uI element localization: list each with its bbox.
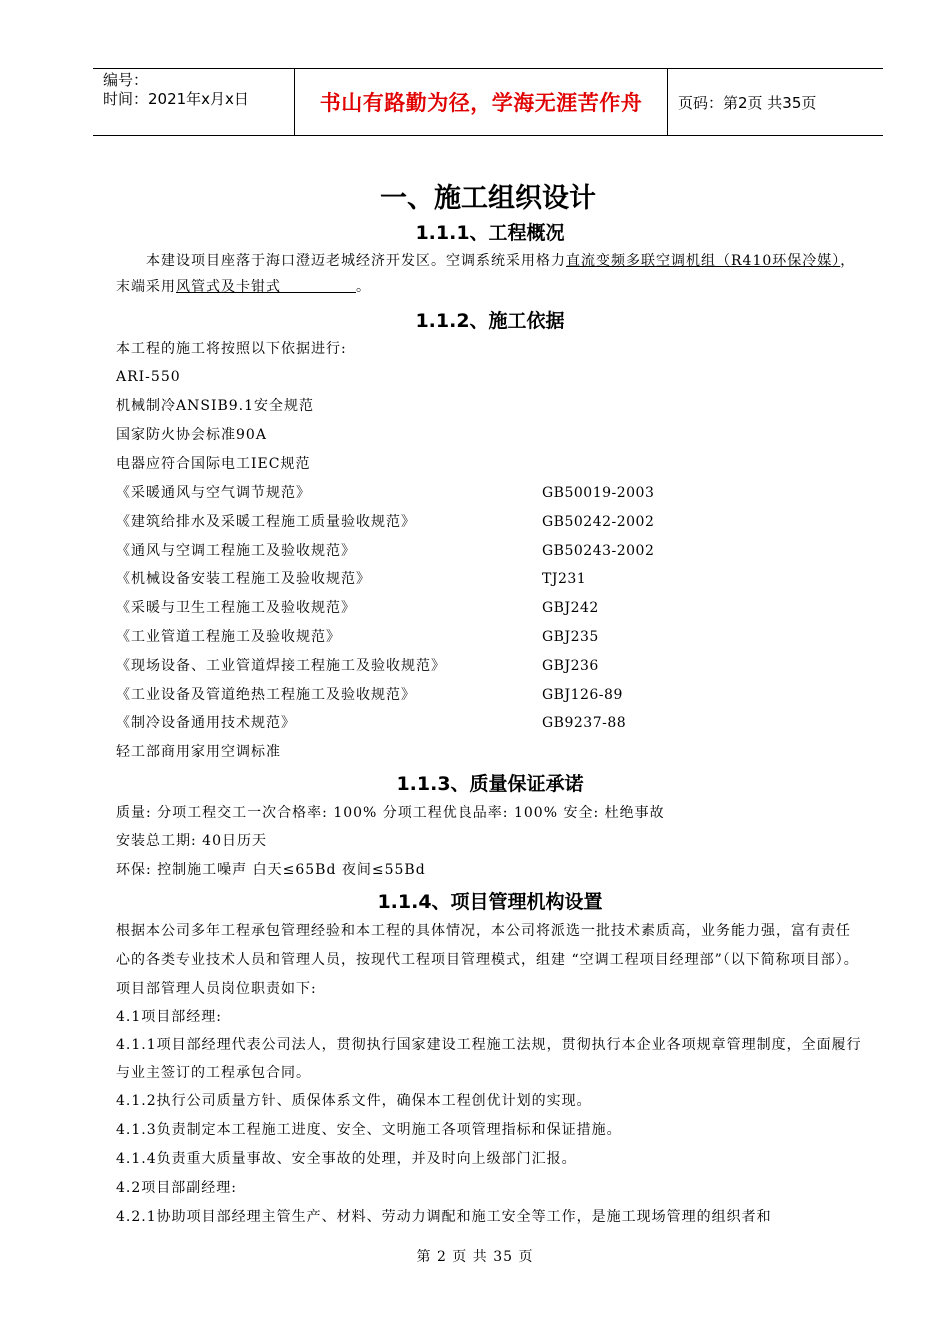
header-page-info: 页码：第2页 共35页	[678, 93, 817, 112]
overview-terminal-type: 风管式及卡钳式	[176, 279, 281, 295]
standard-row	[116, 623, 864, 652]
standard-code: TJ231	[542, 571, 587, 588]
basis-closing: 轻工部商用家用空调标准	[116, 744, 281, 761]
quality-line: 环保: 控制施工噪声 白天≤65Bd 夜间≤55Bd	[116, 862, 426, 879]
standard-name: 《采暖通风与空气调节规范》	[116, 485, 311, 501]
section-heading-basis: 1.1.2、施工依据	[415, 310, 565, 332]
management-item: 4.1.4负责重大质量事故、安全事故的处理，并及时向上级部门汇报。	[116, 1151, 577, 1168]
standard-row	[116, 565, 864, 594]
page-footer: 第 2 页 共 35 页	[416, 1249, 534, 1265]
standard-code: GB50019-2003	[542, 485, 655, 501]
management-item: 4.2项目部副经理:	[116, 1180, 237, 1197]
section-heading-quality: 1.1.3、质量保证承诺	[396, 773, 584, 796]
standard-name: 《通风与空调工程施工及验收规范》	[116, 542, 356, 559]
standard-code: GBJ236	[542, 657, 599, 674]
standard-name: 《工业管道工程施工及验收规范》	[116, 628, 341, 645]
management-item: 4.1.3负责制定本工程施工进度、安全、文明施工各项管理指标和保证措施。	[116, 1122, 622, 1139]
standard-name: 《制冷设备通用技术规范》	[116, 715, 296, 732]
standard-row	[116, 652, 864, 681]
basis-intro: 本工程的施工将按照以下依据进行:	[116, 341, 347, 357]
quality-line: 安装总工期: 40日历天	[116, 833, 267, 850]
page-title: 一、施工组织设计	[380, 183, 596, 214]
standard-name: 《采暖与卫生工程施工及验收规范》	[116, 600, 356, 617]
basis-item: 机械制冷ANSIB9.1安全规范	[116, 398, 315, 414]
standard-code: GB50242-2002	[542, 513, 655, 530]
standard-code: GBJ235	[542, 628, 599, 645]
standard-name: 《机械设备安装工程施工及验收规范》	[116, 571, 371, 588]
standard-row	[116, 681, 864, 710]
section-heading-overview: 1.1.1、工程概况	[415, 222, 565, 244]
standard-name: 《建筑给排水及采暖工程施工质量验收规范》	[116, 513, 416, 530]
overview-text-end: 。	[356, 279, 371, 295]
overview-text-mid: ，末端采用	[116, 253, 856, 295]
standard-name: 《工业设备及管道绝热工程施工及验收规范》	[116, 686, 416, 703]
overview-paragraph	[116, 248, 864, 300]
overview-text: 本建设项目座落于海口澄迈老城经济开发区。空调系统采用格力	[146, 253, 566, 269]
basis-item: ARI-550	[116, 369, 181, 385]
standard-name: 《现场设备、工业管道焊接工程施工及验收规范》	[116, 657, 446, 674]
standard-code: GBJ126-89	[542, 686, 623, 703]
document-body	[116, 180, 864, 1232]
header-meta	[93, 69, 295, 135]
management-item: 4.1.1项目部经理代表公司法人，贯彻执行国家建设工程施工法规，贯彻执行本企业各项规章管理制度，全面履行与业主签订的工程承包合同。	[116, 1037, 862, 1082]
standard-row	[116, 594, 864, 623]
page-header	[93, 68, 883, 136]
basis-item: 国家防火协会标准90A	[116, 427, 267, 443]
standard-code: GB9237-88	[542, 715, 627, 732]
standard-row	[116, 709, 864, 738]
management-item: 4.1.2执行公司质量方针、质保体系文件，确保本工程创优计划的实现。	[116, 1093, 592, 1110]
quality-line: 质量: 分项工程交工一次合格率: 100% 分项工程优良品率: 100% 安全: 杜绝事故	[116, 805, 665, 822]
standard-code: GBJ242	[542, 600, 599, 617]
section-heading-management: 1.1.4、项目管理机构设置	[377, 891, 603, 914]
management-item: 4.2.1协助项目部经理主管生产、材料、劳动力调配和施工安全等工作，是施工现场管理的组织者和	[116, 1209, 772, 1226]
basis-item: 电器应符合国际电工IEC规范	[116, 456, 311, 472]
standard-row	[116, 508, 864, 537]
document-number: 编号：	[103, 71, 149, 89]
overview-ac-system: 直流变频多联空调机组（R410环保冷媒）	[566, 253, 841, 269]
standard-row	[116, 537, 864, 566]
document-time: 时间：2021年x月x日	[103, 90, 249, 108]
standard-code: GB50243-2002	[542, 542, 655, 559]
standard-row	[116, 479, 864, 508]
management-item: 4.1项目部经理:	[116, 1009, 222, 1026]
management-intro: 根据本公司多年工程承包管理经验和本工程的具体情况，本公司将派选一批技术素质高，业务能力强，富有责任心的各类专业技术人员和管理人员，按现代工程项目管理模式，组建 “空调工程项目经理部”（以下简称项目部）。项目部管理人员岗位职责如下:	[116, 923, 859, 998]
header-motto: 书山有路勤为径，学海无涯苦作舟	[295, 69, 668, 135]
